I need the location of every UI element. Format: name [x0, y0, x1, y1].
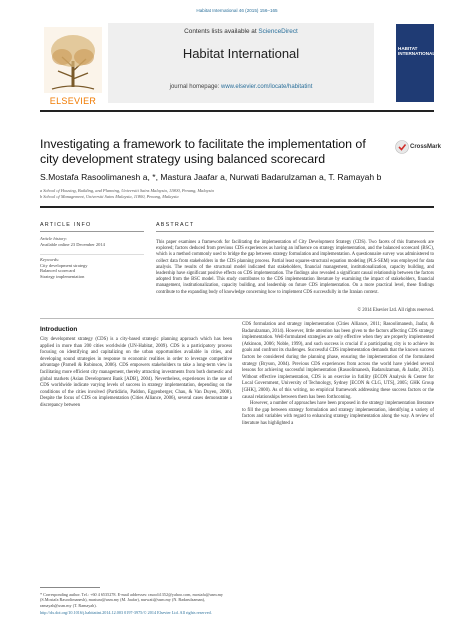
- affiliation-a: a School of Housing, Building, and Planning, Universiti Sains Malaysia, 11800, Penang, Malaysia: [40, 188, 214, 193]
- journal-banner: [108, 23, 374, 103]
- abstract-text: This paper examines a framework for facilitating the implementation of City Development Strategy (CDS). Two facets of this framework are explored; factors deduced from previous CDS experiences as having an influence on strategy implementation, and the balanced scorecard (BSC), which is a method commonly used to bridge the gap between strategy formulation and implementation. A questionnaire survey was administered to collect data from stakeholders in the CDS planning process. Partial least squares-structural equation modeling (PLS-SEM) was employed for data analysis. The results of the structural model indicated that stakeholders, financial management, institutionalization, capacity building, and leadership have significant positive effects on CDS implementation. The findings also revealed a significant causal relationship between the factors adopted from the BSC model. This study contributes to the CDS implementation literature by examining the impact of stakeholders, financial management, institutionalization, capacity building, and leadership on future CDS implementation. On a more practical level, these findings contribute to the expanding body of knowledge concerning how to implement CDS successfully in the Iranian context.: [156, 240, 434, 295]
- history-value: Available online 23 December 2014: [40, 241, 105, 247]
- crossmark-icon[interactable]: [395, 140, 409, 159]
- article-title: Investigating a framework to facilitate the implementation of city development strategy using balanced scorecard: [40, 137, 366, 166]
- crossmark-label[interactable]: CrossMark: [410, 144, 442, 150]
- article-history: [40, 236, 150, 247]
- sciencedirect-link[interactable]: ScienceDirect: [258, 28, 298, 35]
- abstract-heading: ABSTRACT: [156, 222, 195, 228]
- contents-line: [108, 28, 374, 35]
- footnote-rule: [40, 587, 100, 588]
- homepage-link[interactable]: www.elsevier.com/locate/habitatint: [220, 84, 313, 90]
- abstract-rule: [156, 231, 434, 232]
- cover-title: HABITAT INTERNATIONAL: [398, 46, 436, 56]
- keywords-rule: [40, 254, 144, 255]
- keywords-label: Keywords:: [40, 257, 60, 262]
- affiliation-b: b School of Management, Universiti Sains Malaysia, 11800, Penang, Malaysia: [40, 194, 179, 199]
- keyword[interactable]: City development strategy: [40, 262, 88, 268]
- article-info-rule: [40, 231, 144, 232]
- journal-reference[interactable]: Habitat International 46 (2015) 156–165: [196, 8, 278, 13]
- article-info-heading: ARTICLE INFO: [40, 222, 92, 228]
- contents-prefix: Contents lists available at: [184, 28, 259, 35]
- right-paragraph-1: CDS formulation and strategy implementation (Cities Alliance, 2011; Rasoolimanesh, Jaafar, & Badarulzaman, 2014). However, little attention has been given to the factors affecting CDS strategy implementation. Well-formulated strategies are only effective when they are properly implemented (Atkinson, 2006; Noble, 1999), and such success is crucial if a participating city is to achieve its goals and confront its challenges. Successful CDS implementation demands that the known success factors be considered during the planning phase, ensuring the implementation of the formulated strategy (Bryson, 2004). Previous CDS experiences from across the world have yielded several lessons for achieving successful implementation (Rasoolimanesh, Badarulzaman, & Jaafar, 2013). Without effective implementation, CDS is an exercise in futility (ECON Analysis & Center for Local Government, University of Technology, Sydney [ECON & CLG, UTS], 2005; GHK Group [GHK], 2000). As of this writing, no empirical framework addressing these success factors or the causal relationships between them has been forthcoming.: [242, 322, 434, 400]
- author-list: S.Mostafa Rasoolimanesh a, *, Mastura Jaafar a, Nurwati Badarulzaman a, T. Ramayah b: [40, 172, 382, 182]
- journal-cover-thumbnail: [396, 24, 434, 102]
- section-rule: [40, 206, 434, 208]
- elsevier-tree-logo: [44, 27, 102, 93]
- journal-name: Habitat International: [182, 46, 300, 61]
- elsevier-wordmark: ELSEVIER: [49, 96, 97, 106]
- keyword[interactable]: Strategy implementation: [40, 273, 85, 279]
- right-paragraph-2: However, a number of approaches have been proposed in the strategy implementation literature to fill the gap between strategy formulation and strategy implementation, identifying a variety of factors and variables with regard to enhancing strategy implementation along the way. A review of literature has highlighted a: [242, 401, 434, 426]
- homepage-prefix: journal homepage:: [169, 84, 221, 90]
- corresponding-author-footnote: * Corresponding author. Tel.: +60 4 6535278. E-mail addresses: rasooli1352@yahoo.com, mostafa@usm.my (S.Mostafa Rasoolimanesh), mastura@usm.my (M. Jaafar), nurwati@usm.my (N. Badarulzaman), ramayah@usm.my (T. Ramayah).: [40, 592, 223, 608]
- journal-homepage: [108, 84, 374, 90]
- history-label: Article history:: [40, 236, 68, 241]
- abstract-bottom-rule: [40, 318, 434, 319]
- left-column-text: City development strategy (CDS) is a city-based strategic planning approach which has been applied in more than 200 cities worldwide (UN-Habitat, 2009). CDS is a participatory process focusing on identifying and capitalizing on the urban opportunities available in cities, and developing sound strategies in response to economic realities in order to leverage competitive advantage (Parnell & Robinson, 2006). CDS empowers stakeholders to take a long-term view in facilitating more efficient city management, thereby attracting investments from both domestic and global markets (Asian Development Bank [ADB], 2004). Nevertheless, experiences in the use of CDS worldwide indicate varying levels of success in strategy implementation, depending on the conditions of the cities involved (Partidário, Paddon, Eggenberger, Chau, & Van Duyen, 2008). Despite the focus of CDS on implementation (Cities Alliance, 2006), several cases demonstrate a discrepancy between: [40, 337, 232, 408]
- introduction-heading: Introduction: [40, 326, 78, 333]
- header-rule: [40, 110, 434, 112]
- keyword[interactable]: Balanced scorecard: [40, 268, 76, 274]
- keywords-block: [40, 257, 150, 279]
- right-column-text: [242, 322, 434, 428]
- copyright-notice: © 2014 Elsevier Ltd. All rights reserved.: [357, 308, 434, 313]
- doi-link[interactable]: http://dx.doi.org/10.1016/j.habitatint.2014.12.003 0197-3975/© 2014 Elsevier Ltd. All rights reserved.: [40, 610, 212, 615]
